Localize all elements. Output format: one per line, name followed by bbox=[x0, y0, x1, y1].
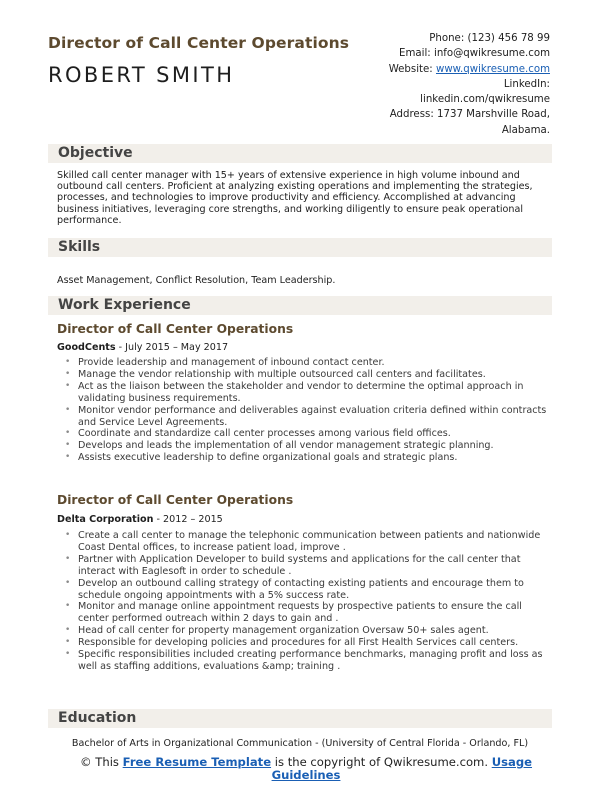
objective-text: Skilled call center manager with 15+ years of extensive experience in high volume inbound and outbound call centers. Proficient at analyzing existing operations and implementing the strategies, processes, and technologies to improve productivity and efficiency. Accomplished at advancing business initiatives, leveraging core strengths, and working diligently to ensure peak operational performance. bbox=[57, 170, 533, 226]
list-item: • Responsible for developing policies and procedures for all First Health Services call centers. bbox=[64, 637, 548, 649]
job-title: Director of Call Center Operations bbox=[57, 493, 294, 507]
list-item: • Specific responsibilities included creating performance benchmarks, managing profit and loss as well as staffing additions, evaluations &amp; training . bbox=[64, 649, 548, 673]
company-name: GoodCents bbox=[57, 342, 116, 353]
company-line bbox=[57, 342, 228, 353]
job-dates: - July 2015 – May 2017 bbox=[115, 342, 229, 353]
job-dates: - 2012 – 2015 bbox=[153, 514, 223, 525]
address-label: Address: bbox=[389, 109, 434, 121]
website-label: Website: bbox=[388, 63, 433, 75]
footer-prefix: © This bbox=[80, 755, 123, 769]
address-line2: Alabama. bbox=[501, 124, 550, 136]
footer-middle: is the copyright of Qwikresume.com. bbox=[271, 755, 492, 769]
job-bullets bbox=[64, 357, 548, 464]
education-title: Education bbox=[58, 710, 137, 726]
contact-phone-row bbox=[310, 31, 550, 46]
copyright-footer bbox=[80, 756, 532, 783]
website-link[interactable]: www.qwikresume.com bbox=[435, 63, 550, 75]
address-line1: 1737 Marshville Road, bbox=[437, 109, 550, 121]
list-item: • Assists executive leadership to define organizational goals and strategic plans. bbox=[64, 452, 548, 464]
phone-label: Phone: bbox=[429, 33, 465, 44]
contact-email-row bbox=[310, 46, 550, 61]
job-title: Director of Call Center Operations bbox=[57, 322, 294, 336]
linkedin-value: linkedin.com/qwikresume bbox=[420, 94, 550, 106]
objective-title: Objective bbox=[58, 145, 133, 161]
skills-title: Skills bbox=[58, 239, 101, 255]
contact-block bbox=[310, 31, 550, 138]
email-label: Email: bbox=[399, 48, 431, 60]
company-line bbox=[57, 514, 223, 525]
company-name: Delta Corporation bbox=[57, 514, 154, 525]
usage-guidelines-link[interactable]: Usage Guidelines bbox=[271, 755, 533, 783]
list-item: • Partner with Application Developer to build systems and applications for the call center that interact with Eaglesoft in order to schedule . bbox=[64, 554, 548, 578]
linkedin-label: LinkedIn: bbox=[503, 78, 550, 90]
list-item: • Manage the vendor relationship with multiple outsourced call centers and facilitates. bbox=[64, 369, 548, 381]
contact-address-row bbox=[310, 107, 550, 122]
list-item: • Monitor vendor performance and deliverables against evaluation criteria defined within contracts and Service Level Agreements. bbox=[64, 405, 548, 429]
work-title: Work Experience bbox=[58, 297, 191, 313]
education-text: Bachelor of Arts in Organizational Communication - (University of Central Florida - Orlando, FL) bbox=[71, 738, 529, 749]
list-item: • Monitor and manage online appointment requests by prospective patients to ensure the call center performed outreach within 2 days to gain and . bbox=[64, 601, 548, 625]
list-item: • Provide leadership and management of inbound contact center. bbox=[64, 357, 548, 369]
email-value: info@qwikresume.com bbox=[433, 48, 550, 60]
headline-title: Director of Call Center Operations bbox=[48, 34, 350, 52]
list-item: • Develop an outbound calling strategy of contacting existing patients and encourage them to schedule ongoing appointments with a 5% success rate. bbox=[64, 578, 548, 602]
contact-linkedin-label-row bbox=[310, 77, 550, 92]
list-item: • Create a call center to manage the telephonic communication between patients and nationwide Coast Dental offices, to increase patient load, improve . bbox=[64, 530, 548, 554]
job-bullets bbox=[64, 530, 548, 673]
contact-linkedin-row bbox=[310, 92, 550, 107]
list-item: • Act as the liaison between the stakeholder and vendor to determine the optimal approach in validating business requirements. bbox=[64, 381, 548, 405]
list-item: • Head of call center for property management organization Oversaw 50+ sales agent. bbox=[64, 625, 548, 637]
phone-value: (123) 456 78 99 bbox=[467, 33, 550, 44]
education-section-header bbox=[48, 709, 552, 728]
work-section-header bbox=[48, 296, 552, 315]
candidate-name: ROBERT SMITH bbox=[48, 63, 235, 87]
free-resume-template-link[interactable]: Free Resume Template bbox=[122, 755, 272, 769]
list-item: • Coordinate and standardize call center processes among various field offices. bbox=[64, 428, 548, 440]
contact-website-row bbox=[310, 62, 550, 77]
objective-section-header bbox=[48, 144, 552, 163]
list-item: • Develops and leads the implementation of all vendor management strategic planning. bbox=[64, 440, 548, 452]
skills-text: Asset Management, Conflict Resolution, Team Leadership. bbox=[57, 275, 336, 286]
contact-address-row-2 bbox=[310, 123, 550, 138]
skills-section-header bbox=[48, 238, 552, 257]
